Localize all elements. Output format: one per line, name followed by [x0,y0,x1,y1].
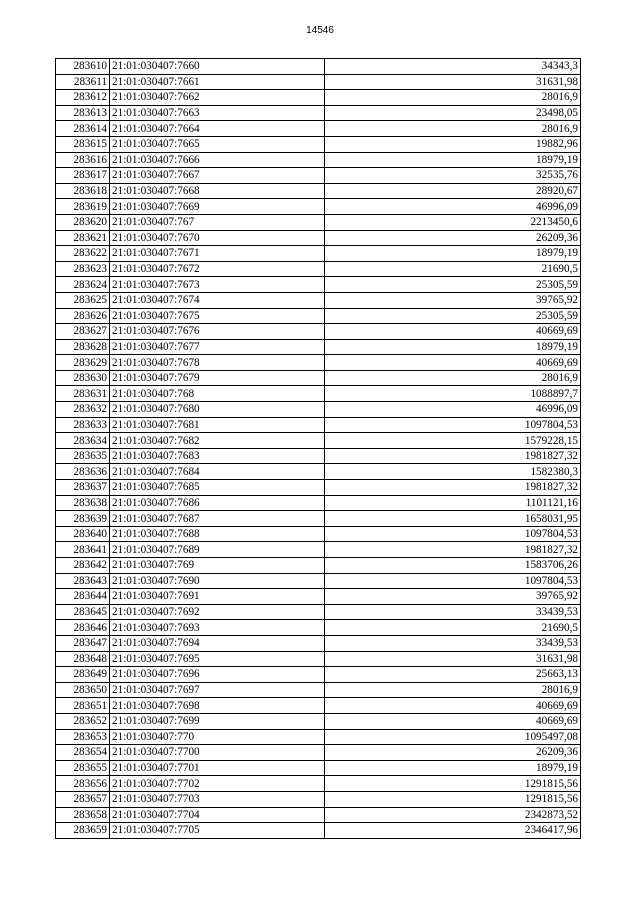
value-cell: 25305,59 [325,277,581,293]
value-cell: 2346417,96 [325,823,581,839]
table-row [56,526,581,542]
cadastral-number-cell: 21:01:030407:770 [110,729,325,745]
row-id-cell: 283650 [56,682,110,698]
row-id-cell: 283625 [56,292,110,308]
row-id-cell: 283637 [56,480,110,496]
row-id-cell: 283634 [56,433,110,449]
value-cell: 28016,9 [325,90,581,106]
table-row [56,745,581,761]
table-row [56,136,581,152]
value-cell: 18979,19 [325,339,581,355]
cadastral-number-cell: 21:01:030407:7696 [110,667,325,683]
cadastral-number-cell: 21:01:030407:7692 [110,604,325,620]
value-cell: 33439,53 [325,635,581,651]
cadastral-number-cell: 21:01:030407:7700 [110,745,325,761]
row-id-cell: 283641 [56,542,110,558]
row-id-cell: 283655 [56,760,110,776]
value-cell: 31631,98 [325,651,581,667]
cadastral-number-cell: 21:01:030407:7670 [110,230,325,246]
value-cell: 1095497,08 [325,729,581,745]
row-id-cell: 283646 [56,620,110,636]
table-row [56,635,581,651]
cadastral-number-cell: 21:01:030407:767 [110,214,325,230]
table-row [56,199,581,215]
row-id-cell: 283643 [56,573,110,589]
row-id-cell: 283632 [56,402,110,418]
value-cell: 46996,09 [325,402,581,418]
registry-table [55,58,581,839]
row-id-cell: 283630 [56,370,110,386]
cadastral-number-cell: 21:01:030407:7697 [110,682,325,698]
row-id-cell: 283657 [56,791,110,807]
value-cell: 1088897,7 [325,386,581,402]
value-cell: 40669,69 [325,324,581,340]
value-cell: 19882,96 [325,136,581,152]
value-cell: 1579228,15 [325,433,581,449]
row-id-cell: 283633 [56,417,110,433]
table-row [56,402,581,418]
value-cell: 1981827,32 [325,448,581,464]
row-id-cell: 283619 [56,199,110,215]
table-row [56,511,581,527]
row-id-cell: 283629 [56,355,110,371]
table-row [56,386,581,402]
row-id-cell: 283659 [56,823,110,839]
registry-table-body [56,59,581,839]
cadastral-number-cell: 21:01:030407:769 [110,558,325,574]
value-cell: 21690,5 [325,620,581,636]
value-cell: 1097804,53 [325,417,581,433]
row-id-cell: 283652 [56,713,110,729]
cadastral-number-cell: 21:01:030407:7693 [110,620,325,636]
row-id-cell: 283620 [56,214,110,230]
cadastral-number-cell: 21:01:030407:7668 [110,183,325,199]
cadastral-number-cell: 21:01:030407:7680 [110,402,325,418]
cadastral-number-cell: 21:01:030407:7672 [110,261,325,277]
cadastral-number-cell: 21:01:030407:7686 [110,495,325,511]
table-row [56,573,581,589]
cadastral-number-cell: 21:01:030407:7685 [110,480,325,496]
cadastral-number-cell: 21:01:030407:7667 [110,168,325,184]
table-row [56,713,581,729]
cadastral-number-cell: 21:01:030407:7666 [110,152,325,168]
table-row [56,339,581,355]
value-cell: 18979,19 [325,246,581,262]
table-row [56,355,581,371]
value-cell: 33439,53 [325,604,581,620]
value-cell: 28920,67 [325,183,581,199]
value-cell: 25305,59 [325,308,581,324]
value-cell: 18979,19 [325,760,581,776]
value-cell: 26209,36 [325,745,581,761]
value-cell: 26209,36 [325,230,581,246]
value-cell: 39765,92 [325,589,581,605]
row-id-cell: 283617 [56,168,110,184]
value-cell: 40669,69 [325,713,581,729]
table-row [56,667,581,683]
table-row [56,324,581,340]
table-row [56,90,581,106]
cadastral-number-cell: 21:01:030407:7684 [110,464,325,480]
row-id-cell: 283622 [56,246,110,262]
table-row [56,230,581,246]
value-cell: 18979,19 [325,152,581,168]
table-row [56,464,581,480]
cadastral-number-cell: 21:01:030407:7671 [110,246,325,262]
row-id-cell: 283626 [56,308,110,324]
table-row [56,448,581,464]
table-row [56,214,581,230]
table-row [56,121,581,137]
cadastral-number-cell: 21:01:030407:7690 [110,573,325,589]
table-row [56,760,581,776]
cadastral-number-cell: 21:01:030407:7664 [110,121,325,137]
cadastral-number-cell: 21:01:030407:7665 [110,136,325,152]
value-cell: 1658031,95 [325,511,581,527]
cadastral-number-cell: 21:01:030407:7698 [110,698,325,714]
cadastral-number-cell: 21:01:030407:7687 [110,511,325,527]
value-cell: 21690,5 [325,261,581,277]
cadastral-number-cell: 21:01:030407:7691 [110,589,325,605]
row-id-cell: 283624 [56,277,110,293]
table-row [56,246,581,262]
value-cell: 1097804,53 [325,526,581,542]
row-id-cell: 283651 [56,698,110,714]
value-cell: 1582380,3 [325,464,581,480]
row-id-cell: 283642 [56,558,110,574]
value-cell: 2213450,6 [325,214,581,230]
row-id-cell: 283614 [56,121,110,137]
page-number: 14546 [306,25,334,36]
table-row [56,433,581,449]
table-row [56,729,581,745]
cadastral-number-cell: 21:01:030407:7688 [110,526,325,542]
row-id-cell: 283638 [56,495,110,511]
cadastral-number-cell: 21:01:030407:7661 [110,74,325,90]
cadastral-number-cell: 21:01:030407:7683 [110,448,325,464]
row-id-cell: 283645 [56,604,110,620]
cadastral-number-cell: 21:01:030407:7704 [110,807,325,823]
cadastral-number-cell: 21:01:030407:768 [110,386,325,402]
row-id-cell: 283623 [56,261,110,277]
row-id-cell: 283644 [56,589,110,605]
table-row [56,417,581,433]
value-cell: 32535,76 [325,168,581,184]
row-id-cell: 283628 [56,339,110,355]
cadastral-number-cell: 21:01:030407:7662 [110,90,325,106]
row-id-cell: 283636 [56,464,110,480]
cadastral-number-cell: 21:01:030407:7674 [110,292,325,308]
row-id-cell: 283631 [56,386,110,402]
value-cell: 40669,69 [325,355,581,371]
table-row [56,261,581,277]
table-row [56,776,581,792]
row-id-cell: 283611 [56,74,110,90]
table-row [56,152,581,168]
table-row [56,589,581,605]
value-cell: 1097804,53 [325,573,581,589]
row-id-cell: 283615 [56,136,110,152]
cadastral-number-cell: 21:01:030407:7673 [110,277,325,293]
table-row [56,74,581,90]
table-row [56,495,581,511]
table-row [56,370,581,386]
row-id-cell: 283612 [56,90,110,106]
cadastral-number-cell: 21:01:030407:7705 [110,823,325,839]
value-cell: 28016,9 [325,370,581,386]
row-id-cell: 283627 [56,324,110,340]
value-cell: 2342873,52 [325,807,581,823]
row-id-cell: 283613 [56,105,110,121]
row-id-cell: 283610 [56,59,110,75]
table-row [56,682,581,698]
table-row [56,698,581,714]
value-cell: 28016,9 [325,682,581,698]
table-row [56,620,581,636]
table-row [56,823,581,839]
row-id-cell: 283648 [56,651,110,667]
value-cell: 1291815,56 [325,776,581,792]
row-id-cell: 283635 [56,448,110,464]
table-row [56,277,581,293]
value-cell: 1981827,32 [325,480,581,496]
value-cell: 34343,3 [325,59,581,75]
row-id-cell: 283654 [56,745,110,761]
row-id-cell: 283621 [56,230,110,246]
value-cell: 1291815,56 [325,791,581,807]
cadastral-number-cell: 21:01:030407:7681 [110,417,325,433]
table-row [56,604,581,620]
row-id-cell: 283640 [56,526,110,542]
row-id-cell: 283647 [56,635,110,651]
value-cell: 25663,13 [325,667,581,683]
value-cell: 39765,92 [325,292,581,308]
row-id-cell: 283639 [56,511,110,527]
table-row [56,558,581,574]
cadastral-number-cell: 21:01:030407:7682 [110,433,325,449]
table-row [56,651,581,667]
row-id-cell: 283616 [56,152,110,168]
row-id-cell: 283653 [56,729,110,745]
cadastral-number-cell: 21:01:030407:7675 [110,308,325,324]
table-row [56,480,581,496]
cadastral-number-cell: 21:01:030407:7678 [110,355,325,371]
cadastral-number-cell: 21:01:030407:7701 [110,760,325,776]
table-row [56,183,581,199]
cadastral-number-cell: 21:01:030407:7676 [110,324,325,340]
value-cell: 1583706,26 [325,558,581,574]
cadastral-number-cell: 21:01:030407:7663 [110,105,325,121]
table-row [56,807,581,823]
row-id-cell: 283649 [56,667,110,683]
cadastral-number-cell: 21:01:030407:7669 [110,199,325,215]
cadastral-number-cell: 21:01:030407:7677 [110,339,325,355]
table-row [56,542,581,558]
cadastral-number-cell: 21:01:030407:7694 [110,635,325,651]
cadastral-number-cell: 21:01:030407:7702 [110,776,325,792]
cadastral-number-cell: 21:01:030407:7679 [110,370,325,386]
cadastral-number-cell: 21:01:030407:7699 [110,713,325,729]
value-cell: 23498,05 [325,105,581,121]
table-row [56,308,581,324]
row-id-cell: 283656 [56,776,110,792]
row-id-cell: 283618 [56,183,110,199]
cadastral-number-cell: 21:01:030407:7689 [110,542,325,558]
table-row [56,791,581,807]
value-cell: 1981827,32 [325,542,581,558]
cadastral-number-cell: 21:01:030407:7703 [110,791,325,807]
value-cell: 1101121,16 [325,495,581,511]
table-row [56,59,581,75]
value-cell: 46996,09 [325,199,581,215]
value-cell: 28016,9 [325,121,581,137]
cadastral-number-cell: 21:01:030407:7660 [110,59,325,75]
value-cell: 31631,98 [325,74,581,90]
row-id-cell: 283658 [56,807,110,823]
table-row [56,292,581,308]
table-row [56,168,581,184]
value-cell: 40669,69 [325,698,581,714]
table-row [56,105,581,121]
cadastral-number-cell: 21:01:030407:7695 [110,651,325,667]
